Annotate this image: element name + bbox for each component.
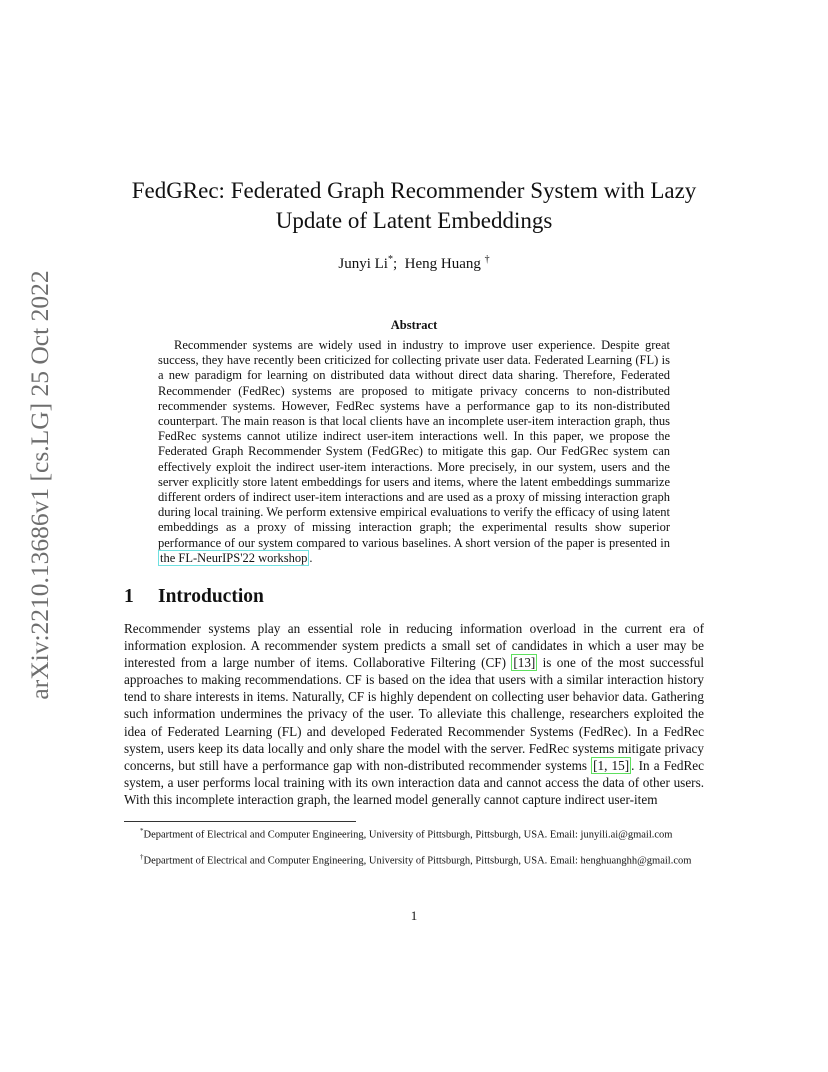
abstract-end: . (309, 550, 313, 565)
footnote-2 (124, 851, 704, 868)
abstract-heading: Abstract (390, 318, 438, 332)
author-footnote-mark[interactable]: † (484, 254, 490, 265)
introduction-paragraph (124, 620, 704, 808)
author-footnote-mark[interactable]: * (387, 254, 393, 265)
author-list: Junyi Li*; Heng Huang † (338, 254, 490, 272)
footnote-mark: * (140, 827, 144, 835)
paper-title (100, 176, 728, 236)
footnote-mark: † (140, 853, 144, 861)
title-line-1: FedGRec: Federated Graph Recommender System with Lazy (131, 178, 697, 203)
author-name: Heng Huang (404, 256, 481, 272)
footnote-text: Department of Electrical and Computer Engineering, University of Pittsburgh, Pittsburgh, USA. Email: junyili.ai@gmail.com (143, 829, 673, 841)
citation-link[interactable]: [13] (513, 655, 536, 671)
section-number: 1 (124, 586, 134, 607)
arxiv-watermark (20, 270, 60, 700)
footnote-rule (124, 821, 356, 822)
workshop-link[interactable]: the FL-NeurIPS'22 workshop (160, 550, 308, 565)
footnote-1 (124, 825, 704, 842)
arxiv-identifier: arXiv:2210.13686v1 [cs.LG] 25 Oct 2022 (25, 270, 54, 700)
page-number: 1 (410, 908, 418, 923)
intro-text: Recommender systems play an essential role in reducing information overload in the current era of information explosion. A recommender system predicts a small set of candidates in which a user may be interested from a large number of items. Collaborative Filtering (CF) (124, 621, 704, 671)
abstract-text: Recommender systems are widely used in industry to improve user experience. Despite great success, they have recently been criticized for collecting private user data. Federated Learning (FL) is a new paradigm for learning on distributed data without direct data sharing. Therefore, Federated Recommender (FedRec) systems are proposed to mitigate privacy concerns to non-distributed recommender systems. However, FedRec systems have a performance gap to its non-distributed counterpart. The main reason is that local clients have an incomplete user-item interaction graph, thus FedRec systems cannot utilize indirect user-item interactions well. In this paper, we propose the Federated Graph Recommender System (FedGRec) to mitigate this gap. Our FedGRec system can effectively exploit the indirect user-item interactions. More precisely, in our system, users and the server explicitly store latent embeddings for users and items, where the latent embeddings summarize different orders of indirect user-item interactions and are used as a proxy of missing interaction graph during local training. We perform extensive empirical evaluations to verify the efficacy of using latent embeddings as a proxy of missing interaction graph; the experimental results show superior performance of our system compared to various baselines. A short version of the paper is presented in (158, 338, 670, 550)
title-line-2: Update of Latent Embeddings (275, 208, 553, 233)
footnote-text: Department of Electrical and Computer Engineering, University of Pittsburgh, Pittsburgh, USA. Email: henghuanghh@gmail.com (143, 855, 692, 867)
author-name: Junyi Li (338, 256, 388, 272)
intro-text: . In a FedRec system, a user performs local training with its own interaction data and cannot access the data of other users. With this incomplete interaction graph, the learned model generally cannot capture indirect user-item (124, 757, 705, 807)
section-heading (124, 586, 264, 608)
intro-text: is one of the most successful approaches to making recommendations. CF is based on the idea that users with a similar interaction history tend to share interests in items. Naturally, CF is highly dependent on collecting user behavior data. Gathering such information undermines the privacy of the user. To alleviate this challenge, researchers exploited the idea of Federated Learning (FL) and developed Federated Recommender Systems (FedRec). In a FedRec system, users keep its data locally and only share the model with the server. FedRec systems mitigate privacy concerns, but still have a performance gap with non-distributed recommender systems (124, 655, 705, 773)
abstract-paragraph (158, 338, 670, 566)
citation-link[interactable]: [1, 15] (593, 757, 630, 773)
section-title: Introduction (158, 586, 264, 607)
